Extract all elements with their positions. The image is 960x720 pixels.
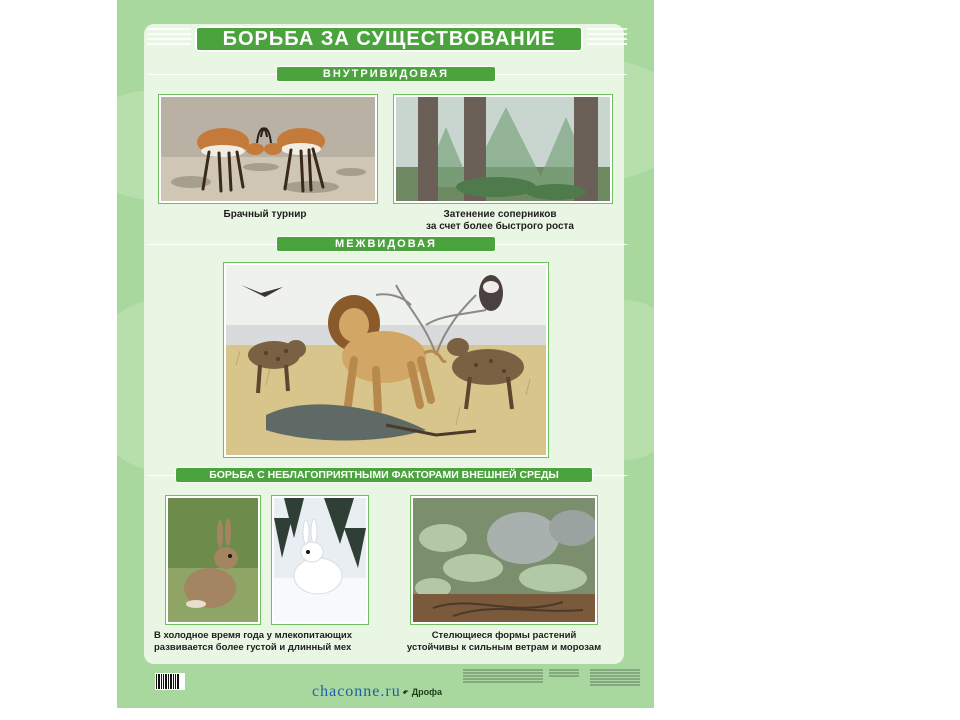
publisher-name: Дрофа (411, 687, 442, 697)
caption-tournament: Брачный турнир (223, 209, 307, 220)
photo-forest-shading (394, 95, 612, 203)
caption-shading (400, 209, 600, 233)
caption-plants (394, 630, 614, 654)
caption-fur-line-2: развивается более густой и длинный мех (154, 642, 352, 653)
section-environment-heading: БОРЬБА С НЕБЛАГОПРИЯТНЫМИ ФАКТОРАМИ ВНЕШНЕЙ СРЕДЫ (175, 467, 593, 483)
section-intraspecific-heading: ВНУТРИВИДОВАЯ (276, 66, 496, 82)
caption-shading-line-2: за счет более быстрого роста (426, 221, 574, 232)
caption-fur (154, 630, 394, 654)
photo-hare-winter (272, 496, 368, 624)
title-bar (147, 24, 627, 54)
photo-creeping-plants (411, 496, 597, 624)
print-info-block (549, 668, 579, 678)
edition-info-block (590, 668, 640, 687)
section-interspecific-heading: МЕЖВИДОВАЯ (276, 236, 496, 252)
publisher-logo (402, 686, 442, 698)
caption-plants-line-2: устойчивы к сильным ветрам и морозам (406, 642, 602, 653)
poster-title: БОРЬБА ЗА СУЩЕСТВОВАНИЕ (195, 26, 583, 52)
caption-shading-line-1: Затенение соперников (443, 209, 557, 220)
credits-block (463, 668, 543, 684)
site-watermark: chaconne.ru (312, 683, 401, 700)
caption-fur-line-1: В холодное время года у млекопитающих (154, 630, 353, 641)
bird-icon (402, 687, 410, 697)
photo-lion-hyenas (224, 263, 548, 457)
photo-hare-summer (166, 496, 260, 624)
photo-gazelles-fight (159, 95, 377, 203)
caption-plants-line-1: Стелющиеся формы растений (431, 630, 577, 641)
barcode (155, 673, 185, 690)
